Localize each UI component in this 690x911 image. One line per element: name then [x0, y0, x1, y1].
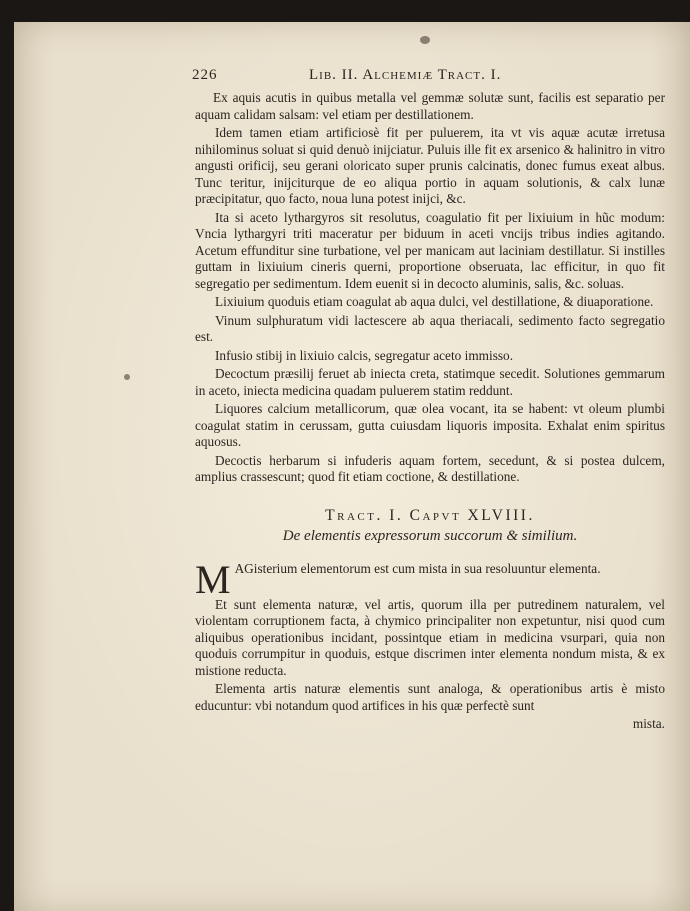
book-page — [14, 22, 690, 911]
paragraph: Ex aquis acutis in quibus metalla vel gemmæ solutæ sunt, facilis est separatio per aquam calidam salsam: vel etiam per destillationem. — [195, 90, 665, 122]
paragraph: Elementa artis naturæ elementis sunt analoga, & operationibus artis è misto educuntur: vbi notandum quod artifices in his quæ perfectè sunt — [195, 681, 665, 713]
paragraph: Decoctum præsilij feruet ab iniecta creta, statimque secedit. Solutiones gemmarum in aceto, iniecta medicina quadam puluerem statim reddunt. — [195, 366, 665, 398]
chapter-heading: Tract. I. Capvt XLVIII. — [325, 506, 535, 524]
paragraph: Lixiuium quoduis etiam coagulat ab aqua dulci, vel destillatione, & diuaporatione. — [215, 294, 654, 309]
paragraph: Liquores calcium metallicorum, quæ olea vocant, ita se habent: vt oleum plumbi coagulat statim in cerussam, gutta cuiusdam liquoris imposita. Exhalat enim spiritus aquosus. — [195, 401, 665, 449]
ink-blot — [124, 374, 130, 380]
paragraph: Decoctis herbarum si infuderis aquam fortem, secedunt, & si postea dulcem, amplius crassescunt; quod fit etiam coctione, & destillatione. — [195, 452, 665, 484]
catchword: mista. — [632, 716, 665, 731]
paragraph: Infusio stibij in lixiuio calcis, segregatur aceto immisso. — [215, 347, 514, 363]
drop-cap: M — [195, 556, 231, 602]
chapter-title: De elementis expressorum succorum & similium. — [282, 528, 578, 544]
ink-blot — [420, 36, 430, 44]
page-number: 226 — [192, 67, 218, 83]
chapter-opening — [195, 556, 665, 602]
paragraph: Ita si aceto lythargyros sit resolutus, coagulatio fit per lixiuium in hũc modum: Vncia lythargyri triti maceratur per biduum in aceti vncijs tribus indies agitando. Acetum effunditur sine turbatione, vel per manicam aut laciniam destillatur. Si instilles guttam in lixiuium cineris querni, proportione obseruata, lac efficitur, in quo fit segregatio per sedimentum. Idem euenit si in decocto aluminis, salis, &c. soluas. — [195, 209, 665, 291]
paragraph: AGisterium elementorum est cum mista in sua resoluuntur elementa. — [234, 560, 601, 576]
running-title: Lib. II. Alchemiæ Tract. I. — [309, 67, 502, 83]
paragraph: Vinum sulphuratum vidi lactescere ab aqua theriacali, sedimento facto segregatio est. — [195, 312, 665, 344]
paragraph: Idem tamen etiam artificiosè fit per puluerem, ita vt vis aquæ acutæ irretusa nihilominus soluat si quid denuò inijciatur. Puluis ille fit ex arsenico & halinitro in vitro angusti orificij, seu gerani oloricato super prunis calcinatis, donec fumus exeat albus. Tunc teritur, inijciturque de eo aliqua portio in aquam solutionis, & calx lunæ præcipitatur, quo facto, noua luna potest inijci, &c. — [195, 125, 665, 206]
paragraph: Et sunt elementa naturæ, vel artis, quorum illa per putredinem naturalem, vel violentam corruptionem facta, à chymico principaliter non expetuntur, nisi quod cum aliquibus operationibus incidant, possintque etiam in medicina vsurpari, quia non quoduis corrumpitur in quoduis, estque discrimen inter elementa nondum mista, & ex mistione reducta. — [195, 596, 665, 678]
running-head — [192, 66, 562, 88]
text-block — [195, 90, 665, 735]
